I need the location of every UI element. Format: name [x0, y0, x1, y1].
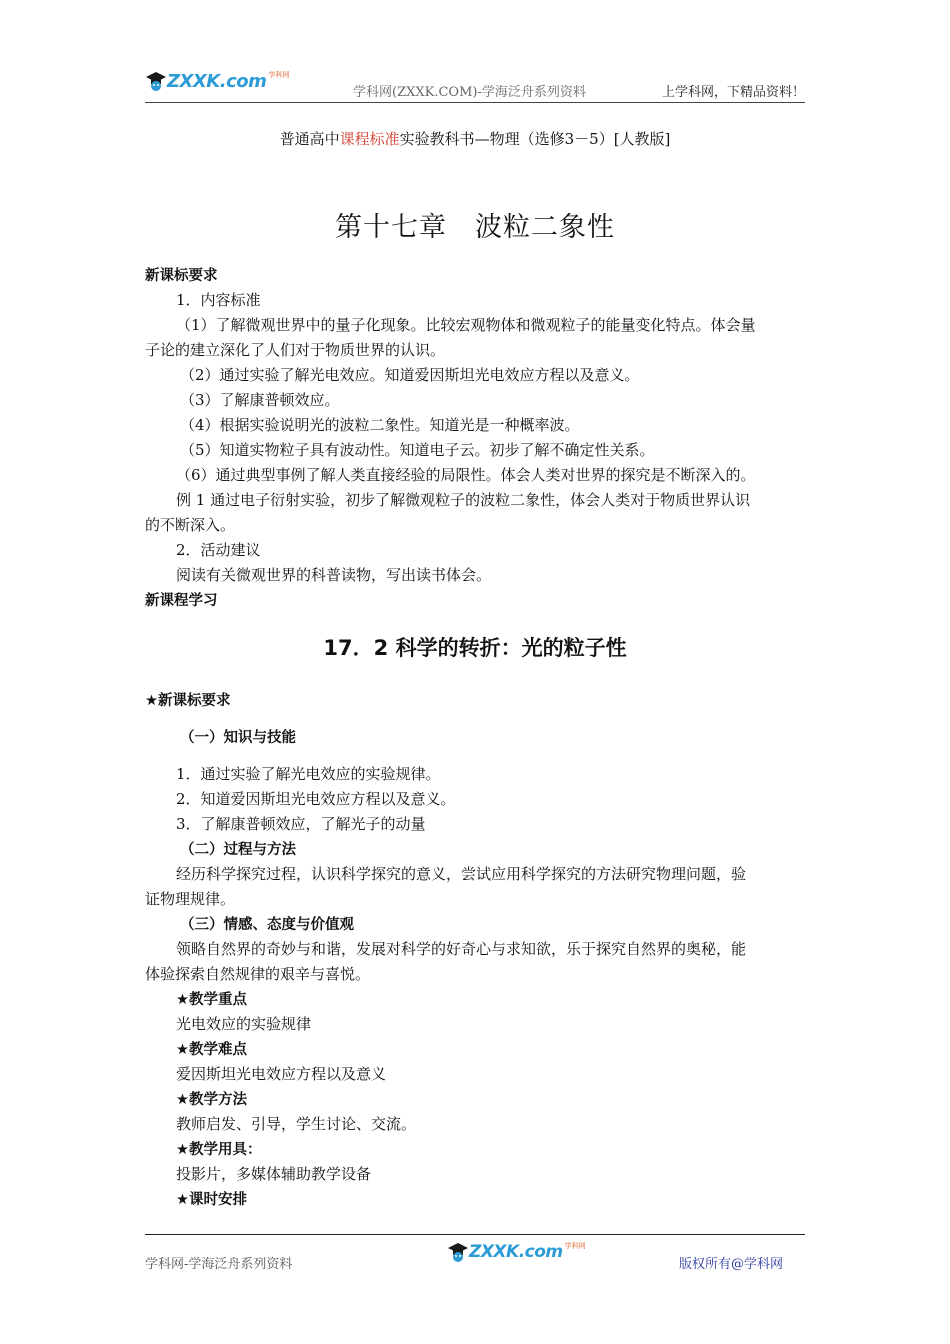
logo-badge: 学科网 [268, 71, 290, 79]
text-line: 例 1 通过电子衍射实验，初步了解微观粒子的波粒二象性，体会人类对于物质世界认识 [176, 491, 751, 509]
header-center-text: 学科网(ZXXK.COM)-学海泛舟系列资料 [353, 85, 586, 100]
text-line: 领略自然界的奇妙与和谐，发展对科学的好奇心与求知欲，乐于探究自然界的奥秘，能 [176, 940, 747, 958]
subtitle-highlight: 课程标准 [339, 130, 400, 148]
footer-right-text: 版权所有@学科网 [678, 1257, 783, 1272]
logo-text: ZXXK.com [469, 1242, 563, 1262]
logo-text: ZXXK.com [167, 70, 267, 92]
text-line: （6）通过典型事例了解人类直接经验的局限性。体会人类对世界的探究是不断深入的。 [176, 466, 756, 484]
text-line: 1．通过实验了解光电效应的实验规律。 [176, 765, 441, 783]
text-line: 2．知道爱因斯坦光电效应方程以及意义。 [176, 790, 456, 808]
subtitle-post: 实验教科书—物理（选修3－5）[人教版] [399, 130, 671, 148]
text-line: 3．了解康普顿效应，了解光子的动量 [176, 815, 426, 833]
text-line: 光电效应的实验规律 [176, 1015, 312, 1033]
text-line: 1．内容标准 [176, 291, 261, 309]
text-line: 体验探索自然规律的艰辛与喜悦。 [145, 965, 371, 983]
logo-badge: 学科网 [564, 1242, 586, 1250]
text-line: 爱因斯坦光电效应方程以及意义 [176, 1065, 387, 1083]
text-line: 教师启发、引导，学生讨论、交流。 [176, 1115, 417, 1133]
heading-star: ★教学用具： [176, 1142, 262, 1158]
footer-left-text: 学科网-学海泛舟系列资料 [145, 1257, 293, 1272]
graduation-cap-icon [447, 1241, 469, 1263]
heading-sub: （二）过程与方法 [180, 842, 296, 858]
header-logo [145, 70, 289, 92]
text-line: （2）通过实验了解光电效应。知道爱因斯坦光电效应方程以及意义。 [180, 366, 640, 384]
heading-star: ★教学难点 [176, 1042, 247, 1058]
page-header [145, 68, 805, 103]
section-title: 17．2 科学的转折：光的粒子性 [323, 636, 627, 660]
text-line: （4）根据实验说明光的波粒二象性。知道光是一种概率波。 [180, 416, 580, 434]
heading-new-course: 新课程学习 [145, 593, 218, 609]
heading-star: ★教学方法 [176, 1092, 247, 1108]
chapter-title: 第十七章 波粒二象性 [335, 212, 615, 243]
text-line: 证物理规律。 [145, 890, 236, 908]
text-line: 2．活动建议 [176, 541, 261, 559]
heading-star: ★课时安排 [176, 1192, 247, 1208]
heading-star: ★教学重点 [176, 992, 247, 1008]
text-line: （1）了解微观世界中的量子化现象。比较宏观物体和微观粒子的能量变化特点。体会量 [176, 316, 756, 334]
book-subtitle [0, 128, 950, 149]
text-line: 经历科学探究过程，认识科学探究的意义，尝试应用科学探究的方法研究物理问题，验 [176, 865, 747, 883]
text-line: 阅读有关微观世界的科普读物，写出读书体会。 [176, 566, 492, 584]
page-footer [145, 1234, 805, 1275]
graduation-cap-icon [145, 70, 167, 92]
text-line: 投影片，多媒体辅助教学设备 [176, 1165, 372, 1183]
footer-logo [447, 1241, 586, 1263]
text-line: （5）知道实物粒子具有波动性。知道电子云。初步了解不确定性关系。 [180, 441, 655, 459]
text-line: 的不断深入。 [145, 516, 236, 534]
text-line: 子论的建立深化了人们对于物质世界的认识。 [145, 341, 446, 359]
heading-sub: （三）情感、态度与价值观 [180, 917, 354, 933]
heading-sub: （一）知识与技能 [180, 730, 296, 746]
subtitle-pre: 普通高中 [279, 130, 340, 148]
heading-new-standard: 新课标要求 [145, 268, 218, 284]
header-right-text: 上学科网，下精品资料！ [661, 85, 805, 100]
heading-star: ★新课标要求 [145, 693, 231, 709]
text-line: （3）了解康普顿效应。 [180, 391, 340, 409]
